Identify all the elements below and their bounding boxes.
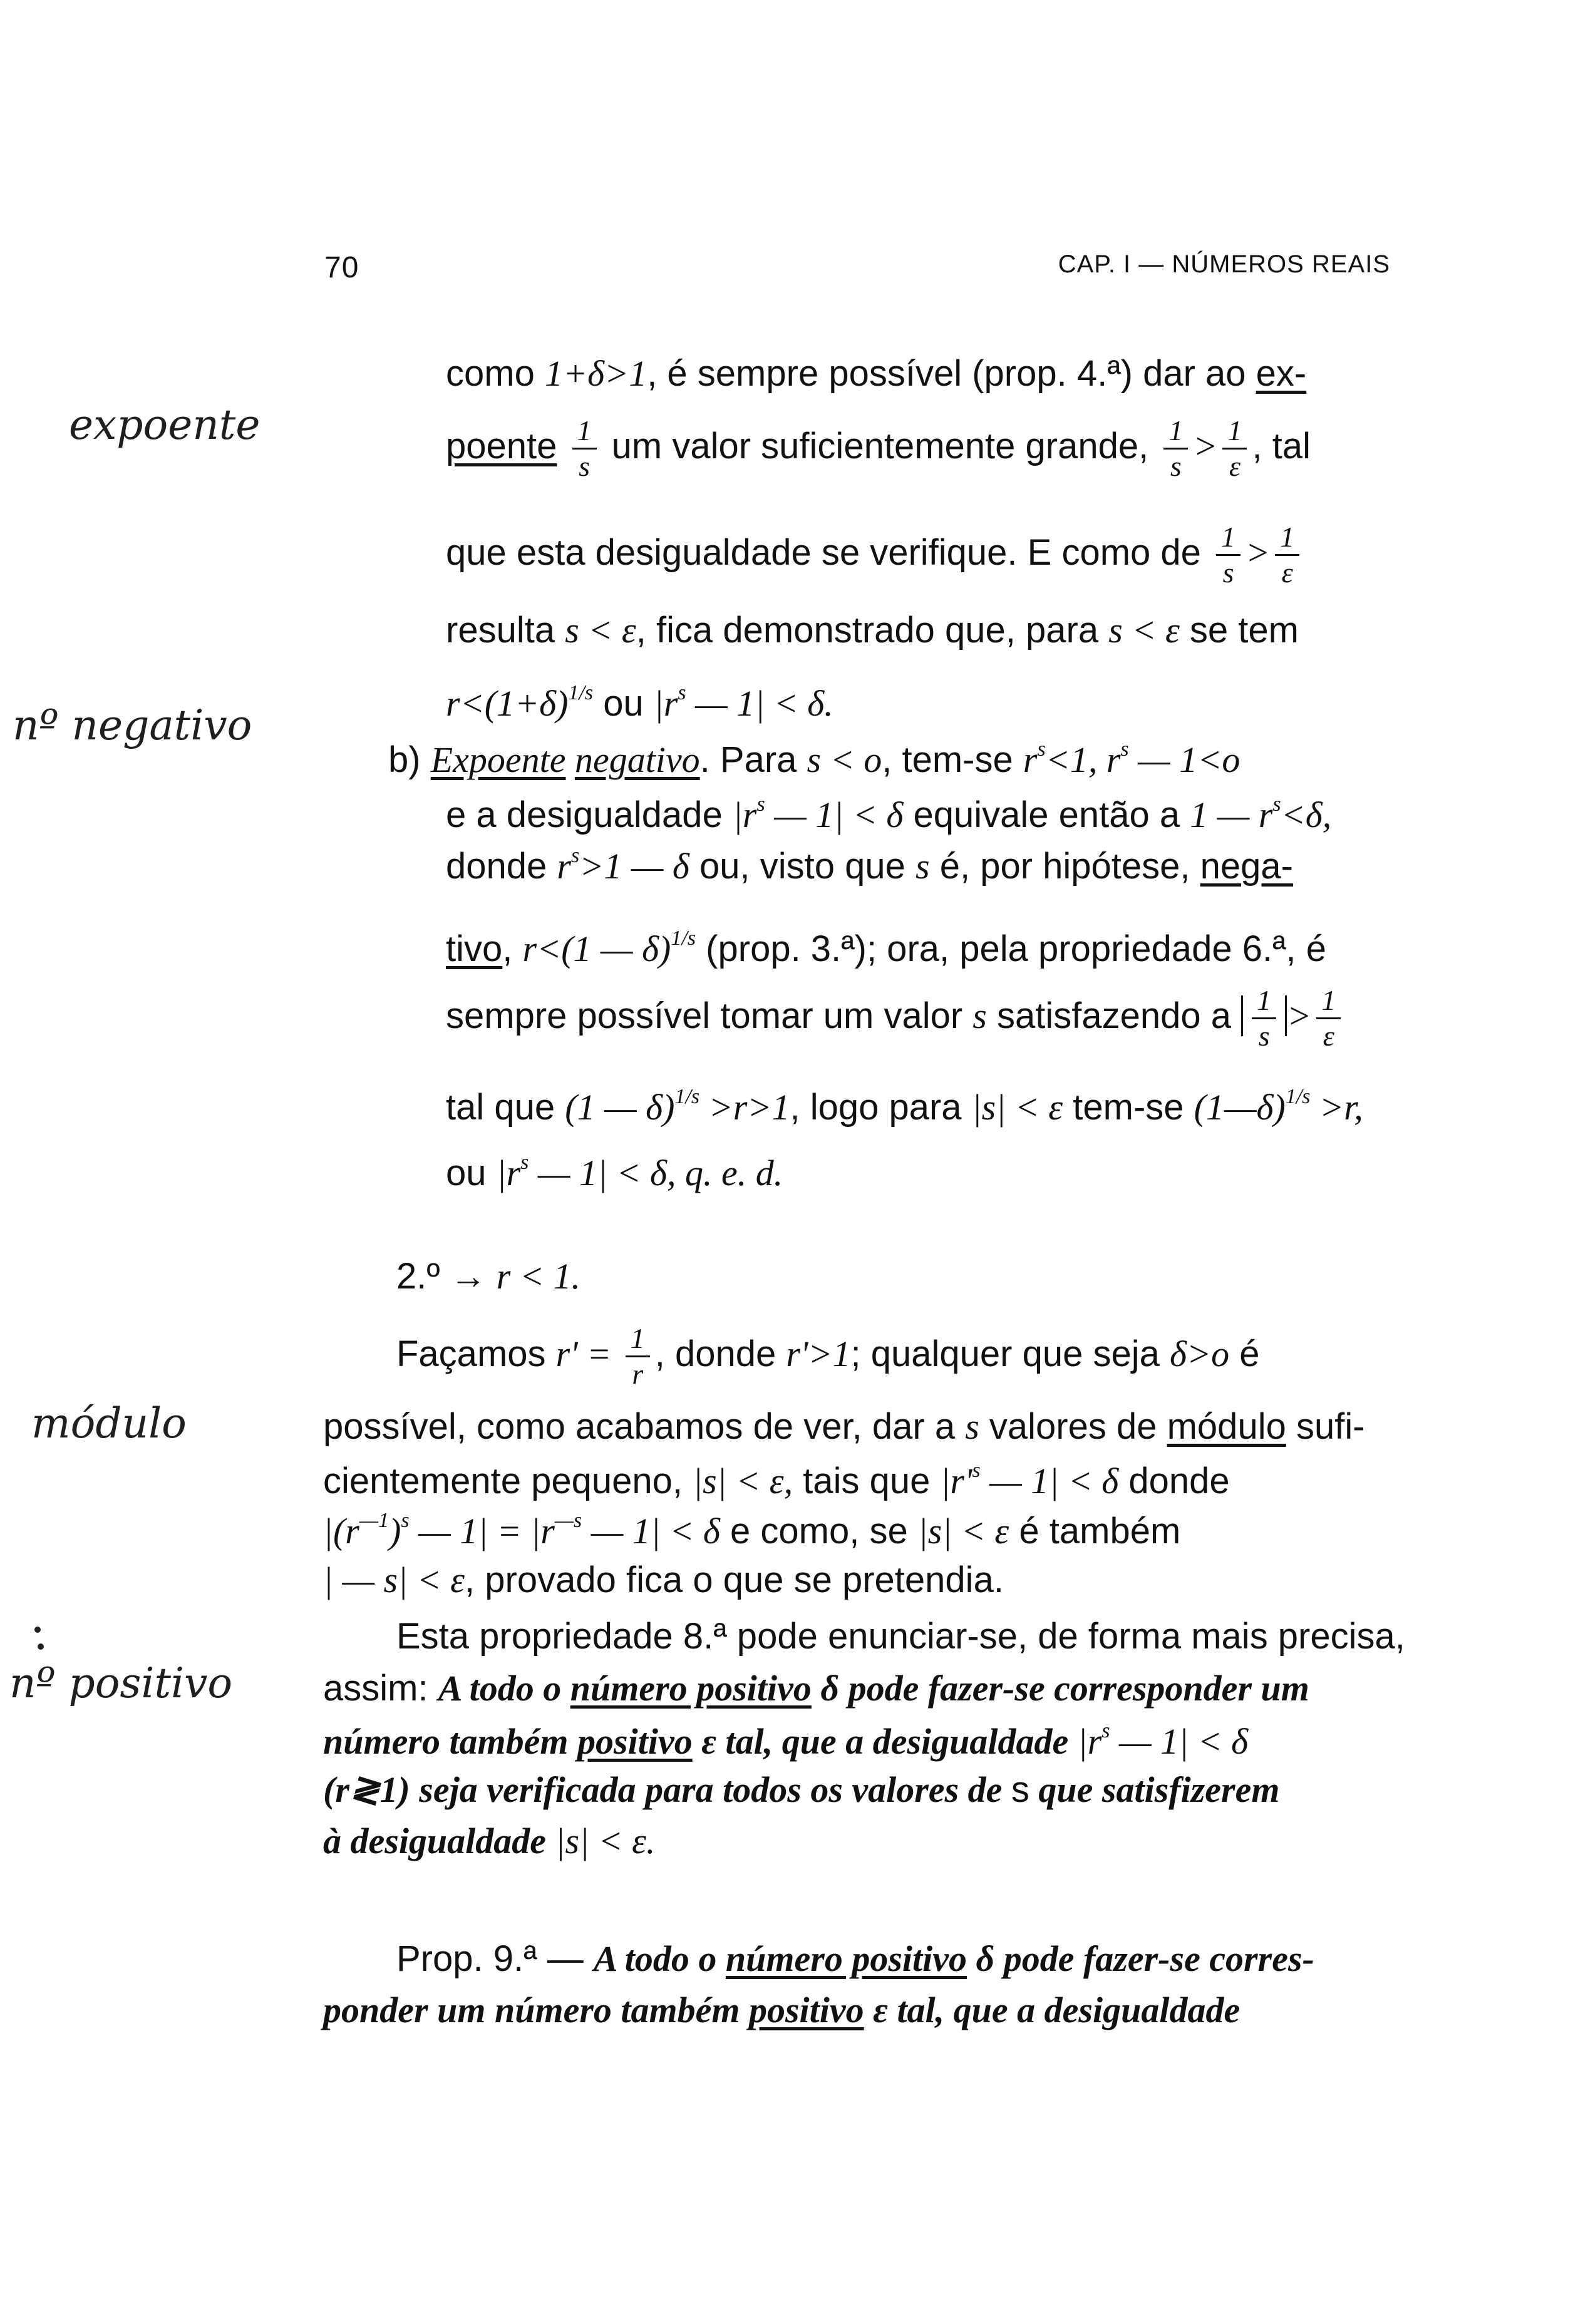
text-line: possível, como acabamos de ver, dar a s valores de módulo sufi- xyxy=(323,1406,1365,1447)
text-line: Prop. 9.ª — A todo o número positivo δ pode fazer-se corres- xyxy=(396,1938,1314,1979)
text-line: Esta propriedade 8.ª pode enunciar-se, de forma mais precisa, xyxy=(396,1616,1405,1657)
text-line: como 1+δ>1, é sempre possível (prop. 4.ª) dar ao ex- xyxy=(446,353,1307,394)
margin-note-positivo: nº positivo xyxy=(9,1659,233,1707)
margin-note-expoente: expoente xyxy=(69,401,260,449)
text-line: | — s| < ε, provado fica o que se pretendia. xyxy=(323,1560,1004,1600)
text-line: cientemente pequeno, |s| < ε, tais que $|r'^s$ — 1| < δ donde xyxy=(323,1459,1230,1501)
fraction: $\frac{1}{r}$ xyxy=(626,1324,650,1389)
text-line: b) Expoente negativo. Para s < o, tem-se $r^s<1$, $r^s$ — 1<o xyxy=(388,738,1240,780)
text-line: tal que (1 — δ)$^{1/s}$ >r>1, logo para |s| < ε tem-se (1—δ)$^{1/s}$ >r, xyxy=(446,1085,1363,1128)
text-line: assim: A todo o número positivo δ pode fazer-se corresponder um xyxy=(323,1668,1309,1709)
pencil-dot xyxy=(34,1627,41,1633)
text-line: donde $r^s>1$ — δ ou, visto que s é, por hipótese, nega- xyxy=(446,844,1293,887)
text-line: $r<(1+\delta)^{1/s}$ ou $|r^s$ — 1| < δ. xyxy=(446,681,833,724)
fraction: $\frac{1}{\varepsilon}$ xyxy=(1316,986,1341,1051)
fraction: $\frac{1}{\varepsilon}$ xyxy=(1275,523,1299,587)
margin-note-modulo: módulo xyxy=(31,1399,187,1447)
text-line: resulta s < ε, fica demonstrado que, para s < ε se tem xyxy=(446,610,1299,650)
text-line: ponder um número também positivo ε tal, que a desigualdade xyxy=(323,1990,1240,2030)
fraction: $\frac{1}{s}$ xyxy=(1216,523,1240,587)
text-line: poente $\frac{1}{s}$ um valor suficientemente grande, $\frac{1}{s}$ > $\frac{1}{\varepsilon}$ , tal xyxy=(446,414,1311,482)
fraction: $\frac{1}{s}$ xyxy=(572,416,597,481)
text-line: número também positivo ε tal, que a desigualdade $|r^s$ — 1| < δ xyxy=(323,1719,1249,1762)
text-line: sempre possível tomar um valor s satisfazendo a $\frac{1}{s}$ > $\frac{1}{\varepsilon}$ xyxy=(446,986,1346,1051)
pencil-dot xyxy=(38,1643,44,1650)
text-line: tivo, r<(1 — δ)$^{1/s}$ (prop. 3.ª); ora, pela propriedade 6.ª, é xyxy=(446,927,1327,969)
fraction: $\frac{1}{\varepsilon}$ xyxy=(1222,416,1247,481)
text-line: que esta desigualdade se verifique. E como de $\frac{1}{s}$ > $\frac{1}{\varepsilon}$ xyxy=(446,523,1304,587)
text-line: e a desigualdade $|r^s$ — 1| < δ equivale então a 1 — $r^s<\delta$, xyxy=(446,793,1332,835)
text-line: à desigualdade |s| < ε. xyxy=(323,1821,656,1861)
margin-note-negativo: nº negativo xyxy=(13,701,252,749)
chapter-title: CAP. I — NÚMEROS REAIS xyxy=(1058,250,1390,278)
fraction: $\frac{1}{s}$ xyxy=(1163,416,1188,481)
page-number: 70 xyxy=(324,251,359,284)
text-line: $|(r^{—1})^s$ — $1| = |r^{—s}$ — 1| < δ e como, se |s| < ε é também xyxy=(323,1509,1181,1551)
text-line: 2.º → r < 1. xyxy=(396,1256,581,1297)
text-line: ou $|r^s$ — 1| < δ, q. e. d. xyxy=(446,1151,783,1193)
text-line: (r≷1) seja verificada para todos os valores de s que satisfizerem xyxy=(323,1769,1280,1810)
text-line: Façamos r' = $\frac{1}{r}$ , donde r'>1; qualquer que seja δ>o é xyxy=(396,1322,1260,1390)
fraction: $\frac{1}{s}$ xyxy=(1252,986,1276,1051)
